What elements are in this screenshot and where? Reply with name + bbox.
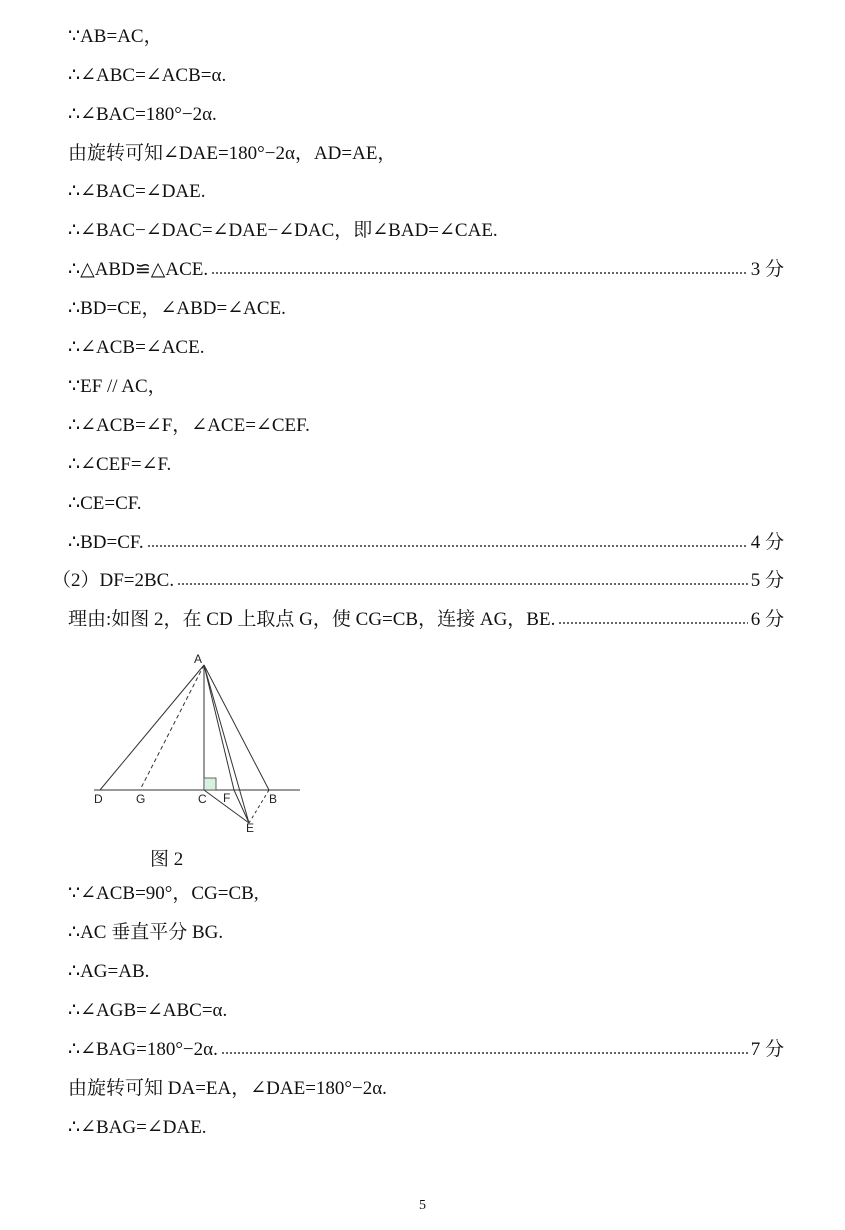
proof-line-scored: [68, 606, 784, 634]
proof-line: [68, 373, 784, 401]
label-G: G: [136, 792, 146, 806]
proof-line: [68, 919, 784, 947]
proof-text: ∴∠BAC=180°−2α.: [68, 104, 217, 125]
score-label: 4 分: [750, 532, 784, 553]
proof-text: ∴∠ACB=∠F，∠ACE=∠CEF.: [68, 415, 310, 436]
proof-line: [68, 451, 784, 479]
proof-text: ∵∠ACB=90°，CG=CB,: [68, 883, 259, 904]
segment-AB: [204, 665, 269, 790]
proof-text: ∵AB=AC，: [68, 26, 163, 47]
proof-text: ∴∠BAG=∠DAE.: [68, 1117, 207, 1138]
score-label: 6 分: [750, 609, 784, 630]
proof-line-scored: [68, 529, 784, 557]
proof-line-scored: [68, 1036, 784, 1064]
proof-line: [68, 412, 784, 440]
proof-line: [68, 295, 784, 323]
page-number: 5: [419, 1198, 426, 1213]
proof-text: 由旋转可知∠DAE=180°−2α，AD=AE，: [68, 143, 397, 164]
score-label: 5 分: [750, 570, 784, 591]
proof-text: ∴∠BAC=∠DAE.: [68, 181, 206, 202]
segment-BE-dashed: [249, 790, 269, 823]
proof-line: [68, 490, 784, 518]
dot-leader: [221, 1052, 748, 1054]
proof-text: ∴∠AGB=∠ABC=α.: [68, 1000, 228, 1021]
dot-leader: [558, 622, 747, 624]
proof-line: [68, 101, 784, 129]
label-E: E: [246, 821, 255, 835]
label-F: F: [223, 791, 231, 805]
proof-line: [68, 1114, 784, 1142]
proof-line: [68, 23, 784, 51]
segment-AD: [100, 665, 204, 790]
score-label: 7 分: [750, 1039, 784, 1060]
proof-line: [68, 178, 784, 206]
proof-text: ∴∠ACB=∠ACE.: [68, 337, 205, 358]
proof-text: ∴CE=CF.: [68, 493, 142, 514]
figure-caption: 图 2: [150, 849, 184, 870]
proof-text: 理由:如图 2，在 CD 上取点 G，使 CG=CB，连接 AG，BE.: [68, 609, 556, 630]
proof-line: [68, 217, 784, 245]
proof-line: [68, 1075, 784, 1103]
proof-line: [68, 997, 784, 1025]
proof-text: ∴∠BAC−∠DAC=∠DAE−∠DAC，即∠BAD=∠CAE.: [68, 220, 498, 241]
proof-text: ∴∠CEF=∠F.: [68, 454, 172, 475]
label-A: A: [194, 652, 203, 666]
proof-line: [68, 140, 784, 168]
proof-line: [68, 958, 784, 986]
label-B: B: [269, 792, 278, 806]
proof-text: 由旋转可知 DA=EA，∠DAE=180°−2α.: [68, 1078, 387, 1099]
score-label: 3 分: [750, 259, 784, 280]
proof-line: [68, 334, 784, 362]
proof-line-scored: [68, 256, 784, 284]
label-D: D: [94, 792, 103, 806]
proof-text: ∴AG=AB.: [68, 961, 150, 982]
right-angle-mark: [204, 778, 216, 790]
proof-line: [68, 880, 784, 908]
dot-leader: [147, 545, 748, 547]
proof-text: ∴△ABD≌△ACE.: [68, 259, 209, 280]
proof-text: （2）DF=2BC.: [52, 570, 175, 591]
proof-text: ∴AC 垂直平分 BG.: [68, 922, 224, 943]
proof-line-scored: [52, 567, 784, 595]
label-C: C: [198, 792, 207, 806]
proof-text: ∴BD=CE，∠ABD=∠ACE.: [68, 298, 286, 319]
segment-AF: [204, 665, 234, 790]
dot-leader: [177, 583, 748, 585]
segment-AG-dashed: [140, 665, 204, 790]
geometry-figure: [88, 650, 308, 835]
proof-text: ∴∠ABC=∠ACB=α.: [68, 65, 227, 86]
proof-text: ∴∠BAG=180°−2α.: [68, 1039, 218, 1060]
dot-leader: [211, 272, 748, 274]
proof-line: [68, 62, 784, 90]
proof-text: ∵EF // AC，: [68, 376, 167, 397]
proof-text: ∴BD=CF.: [68, 532, 144, 553]
